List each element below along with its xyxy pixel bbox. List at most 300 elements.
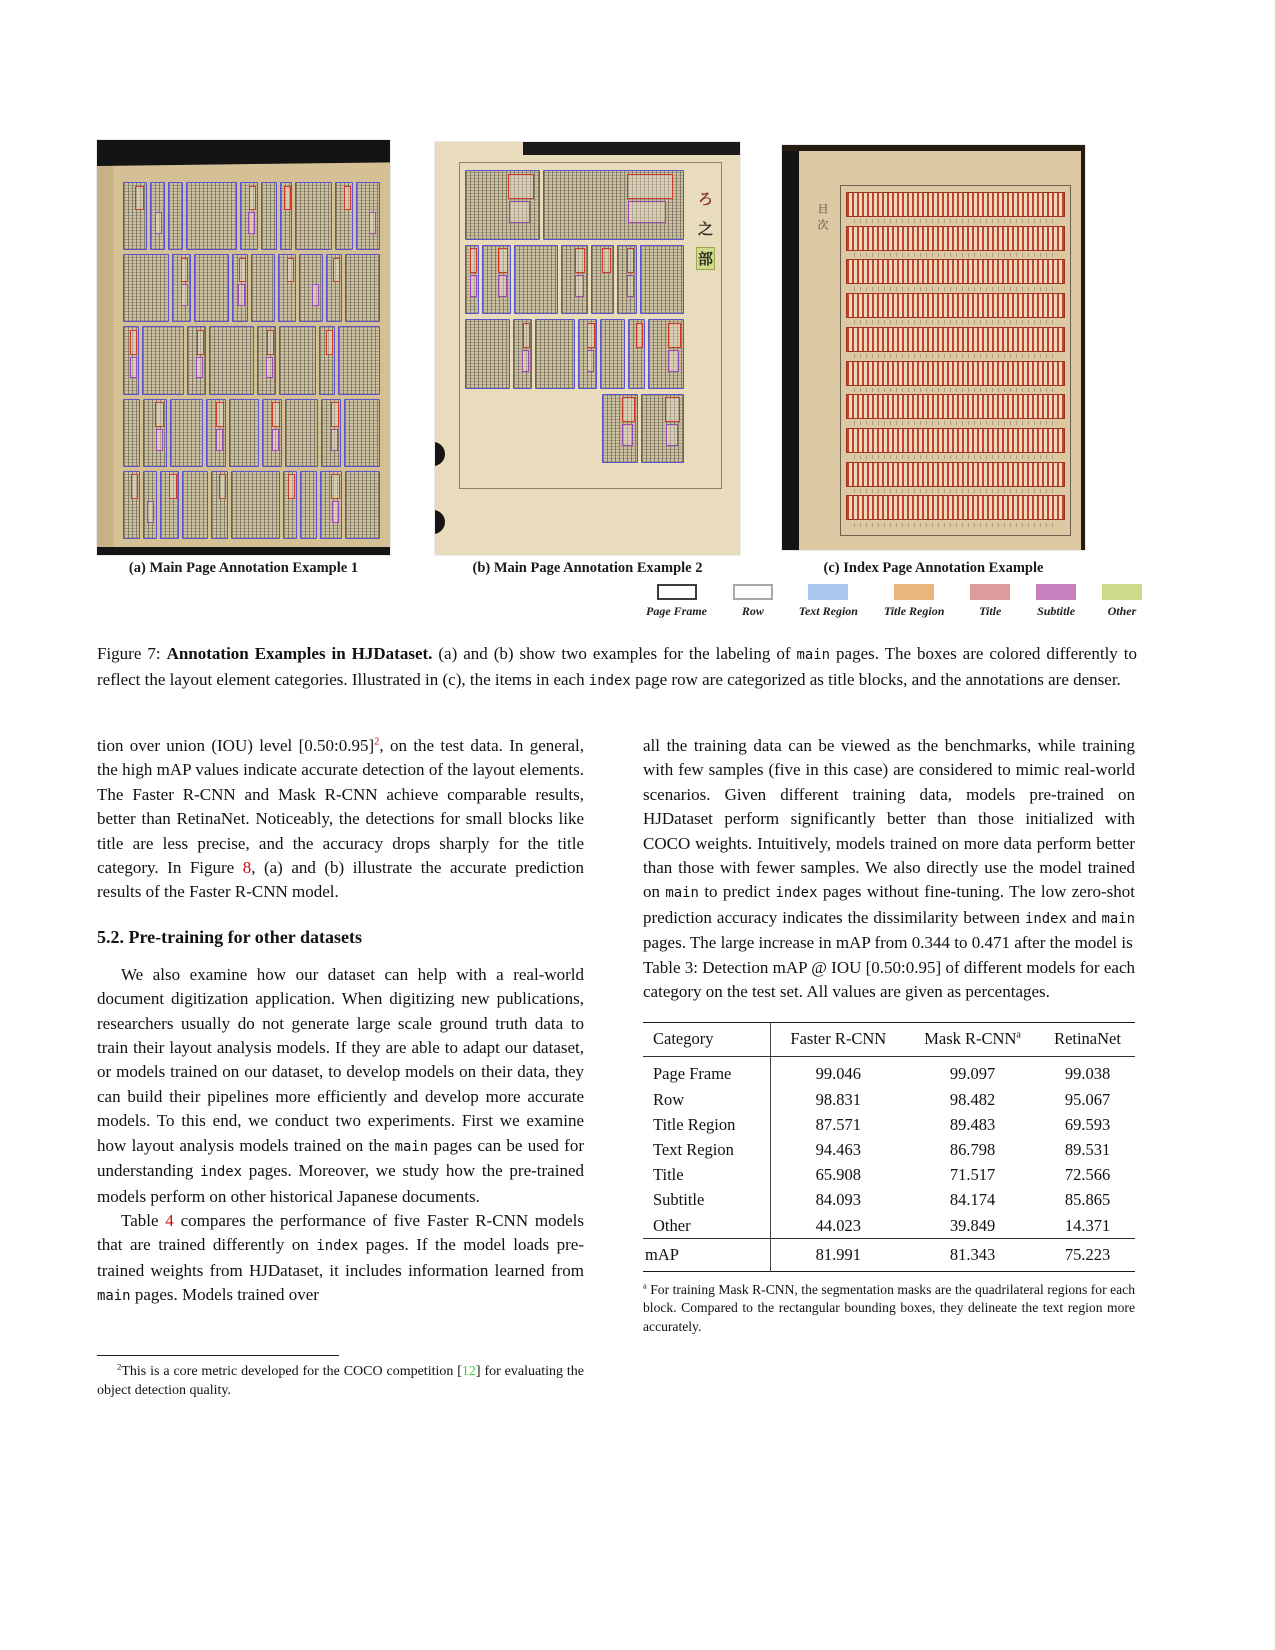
table-cell: Title: [643, 1163, 771, 1188]
index-title-row-band: [846, 462, 1065, 487]
legend-label: Title: [979, 604, 1002, 618]
text-region-annotation-box: [513, 319, 532, 389]
table-caption: [643, 956, 1135, 1005]
text-segment: 部: [697, 248, 714, 269]
panel-c-annotations: [840, 185, 1071, 536]
table-cell: 87.571: [815, 1114, 861, 1134]
text-segment: index: [588, 672, 631, 689]
text-region-annotation-box: [514, 245, 558, 315]
annotation-row: [123, 471, 380, 539]
table-cell: 81.343: [905, 1239, 1040, 1272]
subtitle-annotation-box: [130, 357, 137, 379]
table-cell: 89.531: [1064, 1140, 1111, 1160]
table-cell: 44.023: [815, 1215, 861, 1235]
title-annotation-box: [668, 323, 681, 348]
text-region-annotation-box: [465, 319, 510, 389]
index-title-row-band: [846, 361, 1065, 386]
legend-swatch: [657, 584, 697, 600]
text-region-annotation-box: [641, 394, 684, 464]
index-title-row-band: [846, 226, 1065, 251]
text-region-annotation-box: [123, 399, 140, 467]
table-cell: 72.566: [1064, 1165, 1111, 1185]
text-region-annotation-box: [345, 254, 380, 322]
text-region-annotation-box: [182, 471, 208, 539]
title-annotation-box: [197, 330, 204, 355]
subtitle-annotation-box: [312, 284, 320, 306]
text-region-annotation-box: [482, 245, 511, 315]
text-region-annotation-box: [578, 319, 597, 389]
legend-item: [799, 584, 858, 619]
text-region-annotation-box: [150, 182, 165, 250]
table-footnote: [643, 1281, 1135, 1336]
subtitle-annotation-box: [627, 275, 634, 297]
subtitle-annotation-box: [266, 357, 273, 379]
subtitle-annotation-box: [509, 201, 530, 223]
subtitle-annotation-box: [155, 212, 162, 234]
text-region-annotation-box: [251, 254, 275, 322]
table-cell: 95.067: [1064, 1089, 1111, 1109]
table-row: [643, 1188, 1135, 1213]
text-region-annotation-box: [261, 182, 276, 250]
legend-item: [884, 584, 945, 619]
row-separator-marks: [854, 217, 1057, 225]
text-segment: pages. The boxes are colored differently to reflect the layout element categories. Illustrated in (c), the items in each: [97, 644, 1137, 689]
text-segment: index: [1024, 910, 1067, 927]
text-segment: 4: [165, 1210, 174, 1230]
text-segment: For training Mask R-CNN, the segmentation masks are the quadrilateral regions for each block. Compared to the rectangular bounding boxes, they delineate the text region more accurately.: [643, 1282, 1135, 1334]
table-row: [643, 1213, 1135, 1239]
table-row: [643, 1112, 1135, 1137]
text-region-annotation-box: [648, 319, 685, 389]
legend-item: [733, 584, 773, 619]
text-region-annotation-box: [465, 170, 540, 240]
annotation-row: [465, 394, 684, 464]
scan-black-top: [782, 145, 1085, 151]
title-annotation-box: [169, 474, 177, 499]
table-cell: 99.046: [815, 1064, 861, 1084]
text-region-annotation-box: [299, 254, 323, 322]
text-region-annotation-box: [319, 326, 335, 394]
text-region-annotation-box: [602, 394, 639, 464]
text-segment: , (a) and (b) illustrate the accurate prediction results of the Faster R-CNN model.: [97, 858, 584, 902]
legend-label: Title Region: [883, 604, 945, 618]
text-region-annotation-box: [278, 254, 297, 322]
figure-panel-a: [97, 140, 390, 555]
index-title-row-band: [846, 293, 1065, 318]
text-segment: index: [316, 1238, 359, 1255]
subtitle-annotation-box: [147, 501, 154, 523]
left-column: [97, 734, 584, 1400]
text-region-annotation-box: [535, 319, 574, 389]
empty-area: [465, 394, 599, 464]
table-cell: 86.798: [949, 1140, 996, 1160]
table-cell: 75.223: [1040, 1239, 1135, 1272]
panel-c-label: (c) Index Page Annotation Example: [823, 560, 1044, 576]
text-segment: Table 3: Detection mAP @ IOU [0.50:0.95] of different models for each category on the test set. All values are given as percentages.: [643, 957, 1135, 1002]
text-segment: index: [200, 1164, 243, 1181]
text-region-annotation-box: [285, 399, 318, 467]
table-cell: 81.991: [771, 1239, 905, 1272]
text-segment: ] for evaluating the object detection quality.: [97, 1363, 584, 1398]
title-annotation-box: [627, 248, 635, 273]
annotation-row: [123, 399, 380, 467]
text-segment: page row are categorized as title blocks, and the annotations are denser.: [630, 669, 1121, 689]
table-cell: 85.865: [1064, 1190, 1111, 1210]
title-annotation-box: [523, 323, 531, 348]
text-segment: pages. Moreover, we study how the pre-trained models perform on other historical Japanese documents.: [97, 1161, 584, 1206]
text-region-annotation-box: [168, 182, 183, 250]
table-cell: Title Region: [643, 1112, 771, 1137]
subtitle-annotation-box: [522, 350, 529, 372]
text-segment: tion over union (IOU) level [0.50:0.95]: [97, 736, 375, 755]
book-spine: [782, 145, 799, 550]
index-title-row-band: [846, 327, 1065, 352]
subtitle-annotation-box: [587, 350, 594, 372]
text-region-annotation-box: [356, 182, 380, 250]
text-segment: Faster R-CNN: [790, 1029, 887, 1049]
text-region-annotation-box: [240, 182, 258, 250]
table-cell: 69.593: [1064, 1114, 1111, 1134]
annotation-row: [465, 319, 684, 389]
row-separator-marks: [854, 285, 1057, 293]
table-cell: 14.371: [1064, 1215, 1111, 1235]
figure-caption: [97, 642, 1137, 693]
table-row: [643, 1137, 1135, 1162]
legend-label: Page Frame: [646, 604, 707, 618]
legend-item: [1102, 584, 1142, 619]
title-annotation-box: [219, 474, 226, 499]
text-segment: Figure 7:: [97, 644, 167, 663]
text-region-annotation-box: [123, 471, 140, 539]
title-annotation-box: [602, 248, 611, 273]
text-region-annotation-box: [186, 182, 236, 250]
panel-b-margin-text: [697, 188, 714, 269]
table-cell: Text Region: [643, 1137, 771, 1162]
table-cell: 65.908: [815, 1165, 861, 1185]
title-annotation-box: [636, 323, 643, 348]
subtitle-annotation-box: [622, 424, 633, 446]
legend-item: [646, 584, 707, 619]
text-region-annotation-box: [206, 399, 226, 467]
table-map-row: [643, 1239, 1135, 1272]
text-segment: Annotation Examples in HJDataset.: [166, 644, 433, 663]
paragraph: [97, 1209, 584, 1309]
row-separator-marks: [854, 251, 1057, 259]
text-segment: pages. The large increase in mAP from 0.344 to 0.471 after the model is: [643, 933, 1133, 953]
figure-panel-b: [435, 142, 740, 555]
footnote-text: [97, 1362, 584, 1400]
text-region-annotation-box: [321, 399, 341, 467]
legend-label: Subtitle: [1037, 604, 1076, 618]
text-region-annotation-box: [283, 471, 297, 539]
footnote: [97, 1355, 584, 1400]
title-annotation-box: [622, 397, 635, 422]
text-region-annotation-box: [143, 471, 157, 539]
text-region-annotation-box: [211, 471, 228, 539]
table-cell: Other: [643, 1213, 771, 1239]
subtitle-annotation-box: [238, 284, 245, 306]
table-cell: Page Frame: [643, 1057, 771, 1087]
table-header-cell: [905, 1023, 1040, 1057]
title-annotation-box: [131, 474, 138, 499]
subtitle-annotation-box: [668, 350, 679, 372]
panel-c-margin-text: 目次: [816, 203, 828, 235]
title-annotation-box: [216, 402, 224, 427]
legend-label: Row: [741, 604, 764, 618]
title-annotation-box: [239, 258, 246, 283]
subtitle-annotation-box: [181, 284, 188, 306]
title-annotation-box: [272, 402, 280, 427]
table-header-cell: [643, 1023, 771, 1057]
text-region-annotation-box: [262, 399, 282, 467]
text-segment: (a) and (b) show two examples for the labeling of: [432, 644, 797, 663]
text-segment: pages. If the model loads pre-trained weights from HJDataset, it includes information learned from: [97, 1235, 584, 1280]
row-separator-marks: [854, 420, 1057, 428]
table-cell: Row: [643, 1087, 771, 1112]
figure-panel-c: [782, 145, 1085, 550]
text-region-annotation-box: [561, 245, 587, 315]
table-cell: 98.831: [815, 1089, 861, 1109]
section-heading: 5.2. Pre-training for other datasets: [97, 926, 362, 947]
annotation-row: [465, 245, 684, 315]
text-region-annotation-box: [295, 182, 332, 250]
title-annotation-box: [155, 402, 164, 427]
text-segment: RetinaNet: [1054, 1029, 1121, 1049]
text-segment: 8: [242, 858, 252, 878]
subtitle-annotation-box: [272, 429, 279, 451]
annotation-row: [123, 182, 380, 250]
subtitle-annotation-box: [331, 429, 338, 451]
text-region-annotation-box: [543, 170, 684, 240]
title-annotation-box: [331, 402, 339, 427]
annotation-row: [465, 170, 684, 240]
legend-item: [970, 584, 1010, 619]
title-annotation-box: [249, 186, 256, 211]
text-region-annotation-box: [640, 245, 684, 315]
table-cell: 84.093: [815, 1190, 861, 1210]
text-segment: main: [796, 647, 831, 663]
subtitle-annotation-box: [216, 429, 223, 451]
title-annotation-box: [287, 258, 294, 283]
text-segment: and: [1066, 907, 1102, 927]
text-region-annotation-box: [194, 254, 229, 322]
text-segment: index: [775, 885, 818, 902]
table-cell: 39.849: [949, 1215, 996, 1235]
title-annotation-box: [587, 323, 595, 348]
text-segment: main: [394, 1138, 429, 1155]
table-cell: 98.482: [949, 1089, 996, 1109]
legend-swatch: [1036, 584, 1076, 600]
text-segment: a: [643, 1280, 647, 1291]
paragraph: [97, 734, 584, 905]
scan-black-bottom: [97, 547, 390, 555]
subtitle-annotation-box: [575, 275, 583, 297]
title-annotation-box: [181, 258, 188, 283]
scan-blot: [435, 510, 445, 534]
row-separator-marks: [854, 521, 1057, 529]
subtitle-annotation-box: [666, 424, 679, 446]
text-region-annotation-box: [187, 326, 206, 394]
subtitle-annotation-box: [470, 275, 477, 297]
text-segment: 2: [117, 1360, 122, 1371]
text-region-annotation-box: [326, 254, 342, 322]
text-segment: main: [1101, 910, 1136, 927]
title-annotation-box: [498, 248, 509, 273]
index-title-row-band: [846, 259, 1065, 284]
text-region-annotation-box: [142, 326, 184, 394]
legend-swatch: [808, 584, 848, 600]
text-segment: ろ: [697, 192, 713, 208]
row-separator-marks: [854, 386, 1057, 394]
text-region-annotation-box: [123, 254, 169, 322]
scan-blot: [435, 442, 445, 466]
table-cell: 94.463: [815, 1140, 861, 1160]
paragraph: [97, 963, 584, 1209]
title-annotation-box: [331, 474, 340, 499]
text-segment: , on the test data. In general, the high mAP values indicate accurate detection of the layout elements. The Faster R-CNN and Mask R-CNN achieve comparable results, better than RetinaNet. Noticeably, the detections for small blocks like title are less precise, and the accuracy drops sharply for the title category. In Figure: [97, 736, 584, 878]
text-segment: Table: [121, 1210, 166, 1230]
text-segment: pages without fine-tuning. The low zero-shot prediction accuracy indicates the dissimilarity between: [643, 882, 1136, 927]
text-region-annotation-box: [600, 319, 625, 389]
footnote-rule: [97, 1355, 339, 1356]
subtitle-annotation-box: [498, 275, 507, 297]
title-annotation-box: [508, 174, 533, 199]
text-segment: 2: [374, 736, 380, 748]
text-segment: We also examine how our dataset can help with a real-world document digitization application. When digitizing new publications, researchers usually do not generate large scale ground truth data to train their layout analysis models. If they are able to adapt our dataset, or models trained on our dataset, to develop models on their data, they can build their pipelines more efficiently and develop more accurate models. To this end, we conduct two experiments. First we examine how layout analysis models trained on the: [97, 964, 584, 1155]
text-segment: main: [97, 1288, 131, 1305]
row-separator-marks: [854, 487, 1057, 495]
text-region-annotation-box: [628, 319, 644, 389]
book-edge: [97, 140, 113, 555]
text-region-annotation-box: [257, 326, 276, 394]
text-segment: 12: [461, 1363, 476, 1379]
title-annotation-box: [333, 258, 340, 283]
text-region-annotation-box: [345, 471, 380, 539]
legend-label: Other: [1107, 604, 1137, 618]
title-annotation-box: [267, 330, 274, 355]
legend-swatch: [894, 584, 934, 600]
scan-black-top: [97, 140, 390, 166]
title-annotation-box: [326, 330, 333, 355]
text-region-annotation-box: [338, 326, 380, 394]
index-title-row-band: [846, 428, 1065, 453]
table-cell: 99.038: [1064, 1064, 1111, 1084]
text-segment: a: [1016, 1029, 1021, 1041]
text-region-annotation-box: [335, 182, 353, 250]
title-annotation-box: [470, 248, 477, 273]
text-segment: Mask R-CNN: [924, 1029, 1017, 1049]
legend-swatch: [733, 584, 773, 600]
legend-item: [1036, 584, 1076, 619]
panel-b-annotations: [465, 170, 684, 463]
table-header-cell: [1040, 1023, 1135, 1057]
annotation-row: [123, 254, 380, 322]
text-segment: This is a core metric developed for the COCO competition [: [121, 1363, 462, 1379]
table-cell: Subtitle: [643, 1188, 771, 1213]
row-separator-marks: [854, 319, 1057, 327]
text-segment: pages. Models trained over: [130, 1285, 319, 1305]
paragraph: [643, 734, 1135, 956]
text-region-annotation-box: [344, 399, 380, 467]
subtitle-annotation-box: [196, 357, 203, 379]
table-row: [643, 1057, 1135, 1087]
table-cell: 99.097: [949, 1064, 996, 1084]
table-row: [643, 1163, 1135, 1188]
table-header-cell: [771, 1023, 905, 1057]
title-annotation-box: [284, 186, 291, 211]
table-cell: mAP: [643, 1239, 771, 1272]
title-annotation-box: [344, 186, 351, 211]
text-region-annotation-box: [160, 471, 180, 539]
panel-a-label: (a) Main Page Annotation Example 1: [128, 560, 359, 576]
row-separator-marks: [854, 453, 1057, 461]
subtitle-annotation-box: [628, 201, 666, 223]
text-segment: main: [665, 885, 699, 902]
text-region-annotation-box: [123, 326, 139, 394]
results-table: [643, 1022, 1135, 1272]
right-column: [643, 734, 1135, 1349]
panel-a-annotations: [123, 182, 380, 539]
figure-legend: [646, 584, 1142, 619]
text-region-annotation-box: [170, 399, 203, 467]
title-annotation-box: [665, 397, 680, 422]
table-cell: 71.517: [949, 1165, 996, 1185]
text-region-annotation-box: [465, 245, 479, 315]
text-segment: compares the performance of five Faster R-CNN models that are trained differently on: [97, 1210, 584, 1255]
text-segment: all the training data can be viewed as the benchmarks, while training with few samples (five in this case) are considered to mimic real-world scenarios. Given different training data, models pre-trained on HJDataset perform significantly better than those initialized with COCO weights. Intuitively, models trained on more data perform better than those with fewer samples. We also directly use the model trained on: [643, 736, 1135, 902]
title-annotation-box: [627, 174, 674, 199]
title-annotation-box: [130, 330, 137, 355]
index-title-row-band: [846, 495, 1065, 520]
text-segment: to predict: [698, 882, 776, 902]
text-region-annotation-box: [279, 326, 315, 394]
index-title-row-band: [846, 192, 1065, 217]
text-region-annotation-box: [280, 182, 293, 250]
text-region-annotation-box: [591, 245, 614, 315]
subtitle-annotation-box: [369, 212, 377, 234]
legend-label: Text Region: [798, 604, 858, 618]
text-region-annotation-box: [143, 399, 167, 467]
title-annotation-box: [288, 474, 295, 499]
panel-b-label: (b) Main Page Annotation Example 2: [472, 560, 703, 576]
text-segment: Category: [653, 1029, 714, 1049]
text-region-annotation-box: [229, 399, 259, 467]
scan-black-right: [1081, 145, 1085, 550]
row-separator-marks: [854, 352, 1057, 360]
text-region-annotation-box: [231, 471, 280, 539]
table-cell: 89.483: [949, 1114, 996, 1134]
title-annotation-box: [135, 186, 144, 211]
scan-black-top: [523, 142, 740, 155]
text-region-annotation-box: [617, 245, 637, 315]
title-annotation-box: [575, 248, 585, 273]
text-region-annotation-box: [172, 254, 191, 322]
text-region-annotation-box: [209, 326, 254, 394]
text-region-annotation-box: [300, 471, 317, 539]
text-segment: 之: [697, 222, 713, 238]
annotation-row: [123, 326, 380, 394]
index-title-row-band: [846, 394, 1065, 419]
subtitle-annotation-box: [332, 501, 339, 523]
text-segment: pages can be used for understanding: [97, 1135, 584, 1181]
table-row: [643, 1087, 1135, 1112]
text-region-annotation-box: [123, 182, 147, 250]
legend-swatch: [1102, 584, 1142, 600]
legend-swatch: [970, 584, 1010, 600]
text-region-annotation-box: [320, 471, 343, 539]
subtitle-annotation-box: [248, 212, 255, 234]
subtitle-annotation-box: [156, 429, 164, 451]
